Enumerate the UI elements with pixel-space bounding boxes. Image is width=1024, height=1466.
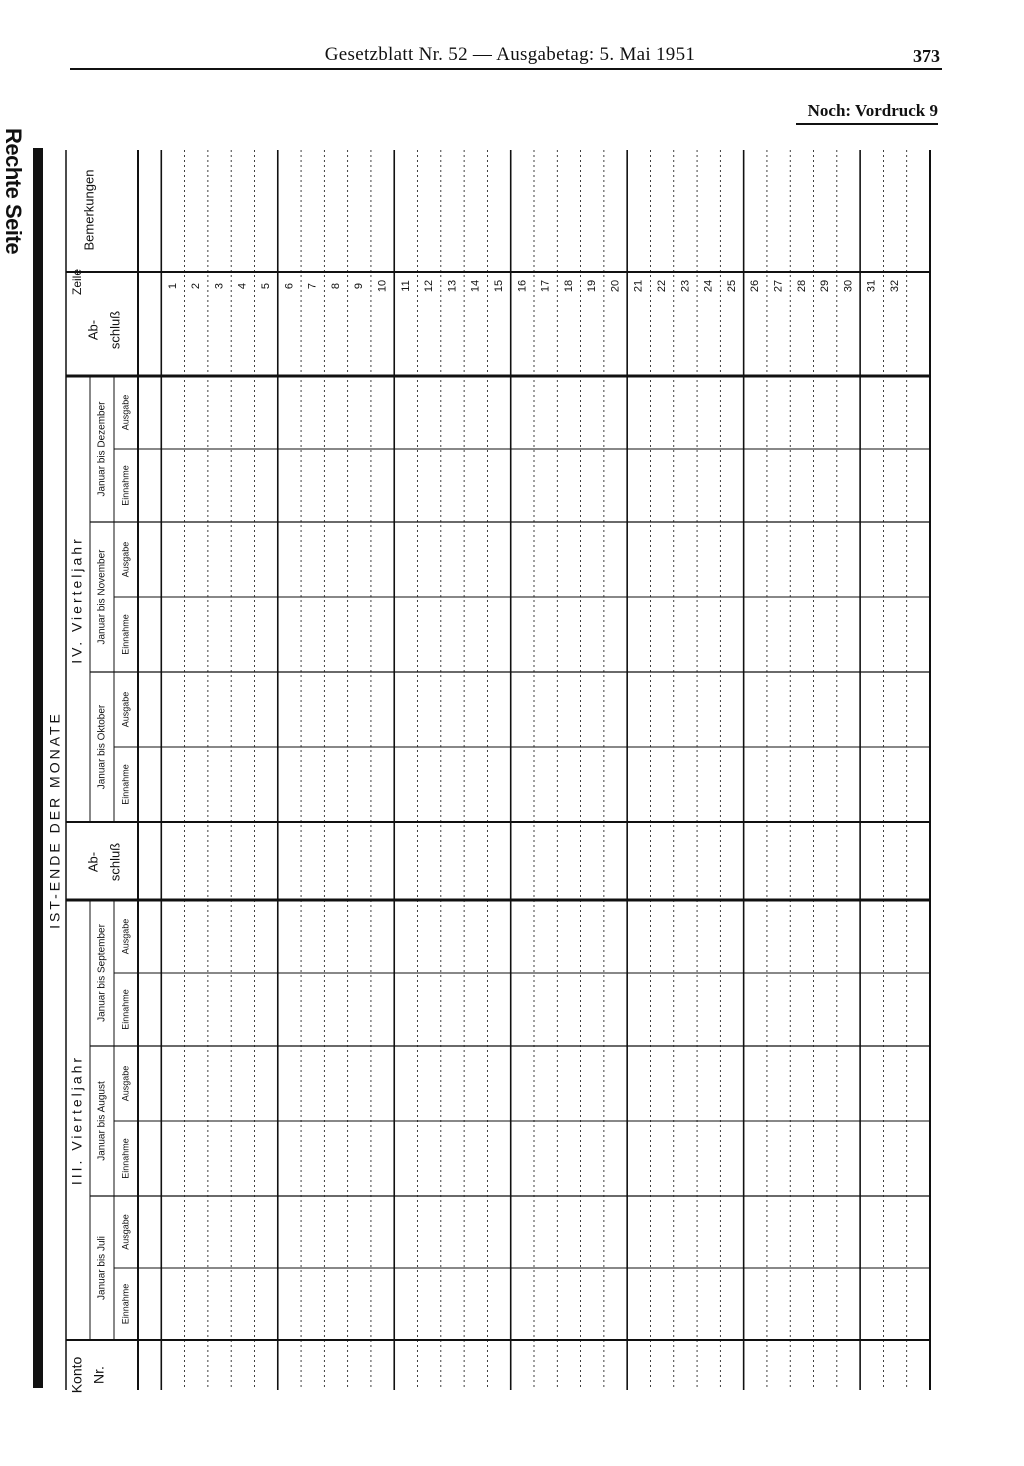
row-number-13: 13 (446, 279, 459, 293)
period-label-0: Januar bis Juli (96, 1236, 108, 1300)
row-number-8: 8 (329, 282, 342, 290)
row-number-24: 24 (702, 279, 715, 293)
period-label-2: Januar bis September (96, 924, 108, 1022)
row-number-25: 25 (725, 279, 738, 293)
einnahme-label-1: Einnahme (120, 1138, 131, 1179)
row-number-22: 22 (656, 279, 669, 293)
binding-edge (33, 148, 43, 1388)
ausgabe-label-2: Ausgabe (120, 918, 131, 955)
ausgabe-label-5: Ausgabe (120, 394, 131, 431)
row-number-9: 9 (353, 282, 366, 290)
einnahme-label-3: Einnahme (120, 764, 131, 805)
row-number-19: 19 (586, 279, 599, 293)
row-number-26: 26 (749, 279, 762, 293)
row-number-28: 28 (795, 279, 808, 293)
abschluss-bottom-2: schluß (107, 842, 123, 882)
row-number-17: 17 (539, 279, 552, 293)
row-number-29: 29 (819, 279, 832, 293)
einnahme-label-2: Einnahme (120, 989, 131, 1030)
page-number: 373 (913, 46, 940, 66)
ausgabe-label-3: Ausgabe (120, 691, 131, 728)
einnahme-label-5: Einnahme (120, 465, 131, 506)
row-number-16: 16 (516, 279, 529, 293)
ausgabe-label-1: Ausgabe (120, 1065, 131, 1102)
row-number-12: 12 (423, 279, 436, 293)
einnahme-label-0: Einnahme (120, 1283, 131, 1325)
row-number-14: 14 (469, 279, 482, 293)
row-number-5: 5 (260, 282, 273, 290)
form-label: Noch: Vordruck 9 (807, 101, 938, 120)
row-number-6: 6 (283, 282, 296, 290)
quarter-3-label: III. Vierteljahr (68, 1054, 85, 1186)
main-title: IST-ENDE DER MONATE (46, 711, 63, 929)
row-number-3: 3 (213, 282, 226, 290)
zeile-label: Zeile (70, 268, 85, 296)
gazette-title: Gesetzblatt Nr. 52 — Ausgabetag: 5. Mai 1951 (324, 44, 696, 65)
abschluss-top-2: schluß (107, 310, 123, 350)
row-number-18: 18 (562, 279, 575, 293)
row-number-4: 4 (236, 282, 249, 290)
row-number-1: 1 (166, 282, 179, 290)
bemerkungen-label: Bemerkungen (81, 169, 97, 251)
row-number-30: 30 (842, 279, 855, 293)
row-number-27: 27 (772, 279, 785, 293)
row-number-20: 20 (609, 279, 622, 293)
period-label-5: Januar bis Dezember (96, 401, 108, 497)
abschluss-bottom-1: Ab- (85, 851, 101, 873)
side-label: Rechte Seite (1, 128, 26, 255)
row-number-21: 21 (632, 279, 645, 293)
einnahme-label-4: Einnahme (120, 614, 131, 655)
period-label-3: Januar bis Oktober (96, 704, 108, 790)
row-number-2: 2 (190, 282, 203, 290)
quarter-4-label: IV. Vierteljahr (68, 536, 85, 664)
row-number-32: 32 (888, 279, 901, 293)
konto-label: Konto (68, 1356, 85, 1394)
row-number-31: 31 (865, 279, 878, 293)
row-number-7: 7 (306, 282, 319, 290)
ausgabe-label-0: Ausgabe (120, 1214, 131, 1250)
abschluss-top-1: Ab- (85, 319, 101, 341)
ausgabe-label-4: Ausgabe (120, 541, 131, 578)
row-number-10: 10 (376, 279, 389, 293)
row-number-23: 23 (679, 279, 692, 293)
period-label-1: Januar bis August (96, 1081, 108, 1161)
row-number-15: 15 (492, 279, 505, 293)
nr-label: Nr. (90, 1366, 107, 1384)
period-label-4: Januar bis November (96, 549, 108, 645)
row-number-11: 11 (399, 280, 412, 292)
